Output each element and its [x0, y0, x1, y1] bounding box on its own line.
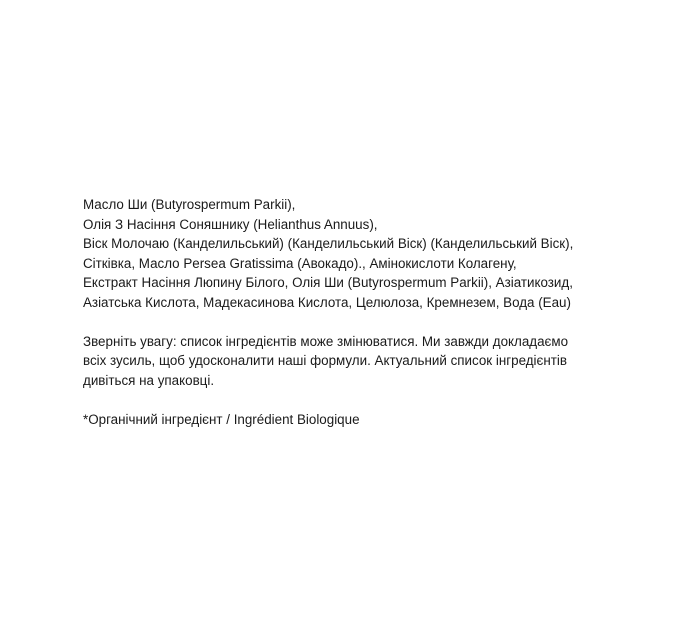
ingredients-line: Екстракт Насіння Люпину Білого, Олія Ши (Butyrospermum Parkii), Азіатикозид, [83, 275, 573, 290]
notice-line: дивіться на упаковці. [83, 372, 215, 388]
notice-line: Зверніть увагу: список інгредієнтів може змінюватися. Ми завжди докладаємо [83, 333, 569, 349]
ingredients-line: Віск Молочаю (Канделильський) (Канделильський Віск) (Канделильський Віск), [83, 236, 574, 251]
notice-line: всіх зусиль, щоб удосконалити наші формули. Актуальний список інгредієнтів [83, 353, 567, 368]
ingredients-line: Азіатська Кислота, Мадекасинова Кислота, Целюлоза, Кремнезем, Вода (Eau) [83, 294, 571, 310]
organic-ingredient-note: *Органічний інгредієнт / Ingrédient Biologique [83, 411, 360, 427]
ingredients-line: Сітківка, Масло Persea Gratissima (Авокадо)., Амінокислоти Колагену, [83, 255, 517, 271]
ingredients-line: Олія З Насіння Соняшнику (Helianthus Annuus), [83, 216, 378, 232]
ingredients-line: Масло Ши (Butyrospermum Parkii), [83, 197, 296, 212]
product-ingredients-section [83, 195, 663, 429]
ingredients-list [83, 195, 663, 312]
ingredients-change-notice [83, 332, 663, 391]
